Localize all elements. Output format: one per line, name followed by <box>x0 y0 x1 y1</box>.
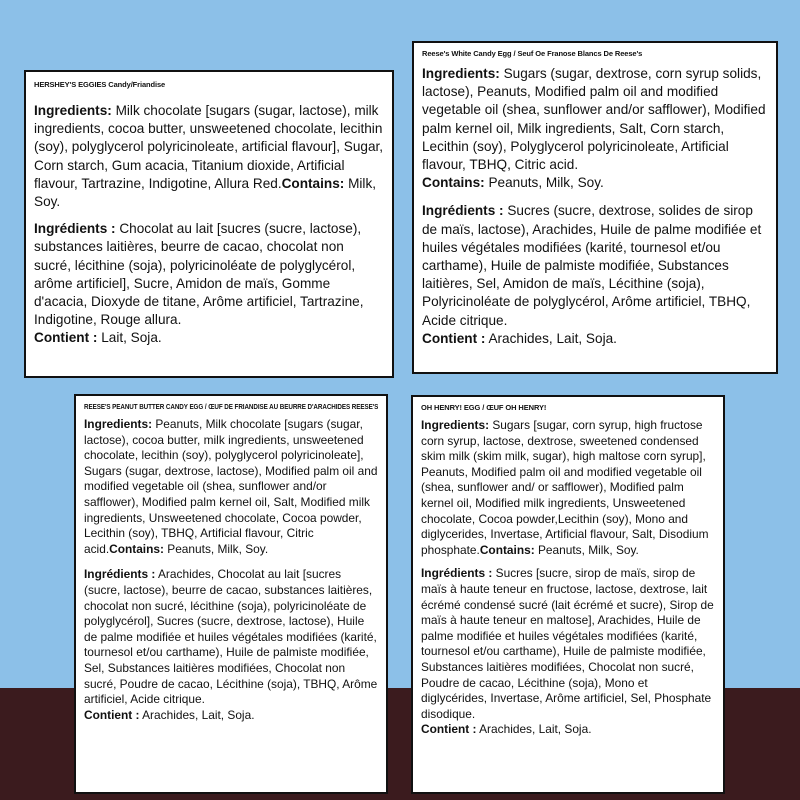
contains-text: Peanuts, Milk, Soy. <box>484 175 604 191</box>
contient-heading: Contient : <box>34 330 98 346</box>
contains-heading: Contains: <box>109 541 164 556</box>
english-ingredients <box>84 417 378 557</box>
ingredients-heading: Ingredients: <box>34 103 112 118</box>
ingredients-heading-fr: Ingrédients : <box>34 221 116 237</box>
ingredient-label-reeses-peanut-butter-egg <box>74 394 388 794</box>
ingredient-label-oh-henry-egg <box>411 395 725 794</box>
french-ingredients <box>34 220 384 347</box>
ingredients-heading: Ingredients: <box>84 417 153 431</box>
ingredients-heading-fr: Ingrédients : <box>422 203 504 219</box>
contains-heading: Contains: <box>479 542 535 557</box>
french-ingredients <box>422 202 768 348</box>
contient-heading: Contient : <box>421 722 477 737</box>
ingredients-heading-fr: Ingrédients : <box>421 566 493 581</box>
ingredients-text-fr: Sucres (sucre, dextrose, solides de sirop de maïs, lactose), Arachides, Huile de palme modifiée et huiles végétales modifiées (karité, tournesol et/ou carthame), Huile de palmiste modifiée, Substances laitières, Sel, Amidon de maïs, Lécithine (soja), Polyricinoléate de polyglycérol, Arôme artificiel, TBHQ, Acide citrique. <box>422 203 762 328</box>
english-ingredients <box>421 418 715 558</box>
contient-text: Arachides, Lait, Soja. <box>476 722 592 737</box>
french-ingredients <box>84 567 378 723</box>
french-ingredients <box>421 566 715 738</box>
ingredients-text: Sugars [sugar, corn syrup, high fructose corn syrup, lactose, dextrose, sweetened condensed skim milk (skim milk, sugar), high maltose corn syrup], Peanuts, Modified palm oil and modified vegetable oil (shea, sunflower and/ or safflower), Modified palm kernel oil, Modified milk ingredients, Unsweetened chocolate, Cocoa powder,Lecithin (soy), Mono and diglycerides, Invertase, Artificial flavour, Salt, Disodium phosphate. <box>421 418 709 557</box>
label-title: OH HENRY! EGG / ŒUF OH HENRY! <box>421 403 547 412</box>
contient-text: Lait, Soja. <box>97 330 162 346</box>
contains-text: Milk, Soy. <box>34 175 377 210</box>
ingredients-text: Milk chocolate [sugars (sugar, lactose), milk ingredients, cocoa butter, unsweetened chocolate, lecithin (soy), polyglycerol polyricinoleate, artificial flavour], Sugar, Corn starch, Gum acacia, Titanium dioxide, Artificial flavour, Tartrazine, Indigotine, Allura Red. <box>34 103 384 191</box>
ingredient-label-eggies <box>24 70 394 378</box>
english-ingredients <box>34 102 384 211</box>
contains-text: Peanuts, Milk, Soy. <box>534 542 639 557</box>
contient-text: Arachides, Lait, Soja. <box>139 707 255 722</box>
label-title: Reese's White Candy Egg / Seuf Oe Franose Blancs De Reese's <box>422 49 643 58</box>
ingredients-heading: Ingredients: <box>422 66 500 81</box>
ingredients-heading: Ingredients: <box>421 418 490 432</box>
label-title: REESE'S PEANUT BUTTER CANDY EGG / ŒUF DE FRIANDISE AU BEURRE D'ARACHIDES REESE'S <box>84 402 378 411</box>
ingredients-heading-fr: Ingrédients : <box>84 567 156 582</box>
ingredients-text: Sugars (sugar, dextrose, corn syrup solids, lactose), Peanuts, Modified palm oil and modified vegetable oil (shea, sunflower and/or safflower), Modified palm kernel oil, Milk ingredients, Salt, Corn starch, Lecithin (soy), Polyglycerol polyricinoleate, Artificial flavour, TBHQ, Citric acid. <box>422 66 766 173</box>
ingredient-label-reeses-white-egg <box>412 41 778 374</box>
contient-heading: Contient : <box>84 707 140 722</box>
ingredients-text: Peanuts, Milk chocolate [sugars (sugar, lactose), cocoa butter, milk ingredients, unsweetened chocolate, lecithin (soy), polyglycerol polyricinoleate], Sugars (sugar, dextrose, lactose), Modified palm oil and modified vegetable oil (shea, sunflower and/or safflower), Modified palm kernel oil, Salt, Modified milk ingredients, Unsweetened chocolate, Cocoa powder, Lecithin (soy), TBHQ, Artificial flavour, Citric acid. <box>84 417 378 556</box>
ingredients-text-fr: Arachides, Chocolat au lait [sucres (sucre, lactose), beurre de cacao, substances laitières, chocolat non sucré, lécithine (soja), polyricinoléate de polyglycérol], Sucres (sucre, dextrose, lactose), Huile de palme modifiée et huiles végétales modifiées (karité, tournesol et/ou carthame), Huile de palmiste modifiée, Sel, Substances laitières modifiées, Chocolat non sucré, Poudre de cacao, Lécithine (soja), TBHQ, Arôme artificiel, Acide citrique. <box>84 567 378 707</box>
ingredients-text-fr: Sucres [sucre, sirop de maïs, sirop de maïs à haute teneur en fructose, lactose, dextrose, lait écrémé condensé sucré (lait écrémé et sucre), Sirop de maïs à haute teneur en maltose], Arachides, Huile de palme modifiée et huiles végétales modifiées (karité, tournesol et/ou carthame), Huile de palmiste modifiée, Substances laitières modifiées, Chocolat non sucré, Poudre de cacao, Lécithine (soja), Mono et diglycérides, Invertase, Arôme artificiel, Sel, Phosphate disodique. <box>421 566 714 721</box>
contient-heading: Contient : <box>422 330 486 346</box>
contains-heading: Contains: <box>422 175 485 191</box>
english-ingredients <box>422 65 768 192</box>
contains-text: Peanuts, Milk, Soy. <box>163 541 269 556</box>
label-title: HERSHEY'S EGGIES Candy/Friandise <box>34 80 166 89</box>
contient-text: Arachides, Lait, Soja. <box>485 330 617 346</box>
contains-heading: Contains: <box>281 175 345 191</box>
ingredients-text-fr: Chocolat au lait [sucres (sucre, lactose), substances laitières, beurre de cacao, chocolat non sucré, lécithine (soja), polyricinoléate de polyglycérol, arôme artificiel], Sucre, Amidon de maïs, Gomme d'acacia, Dioxyde de titane, Arôme artificiel, Tartrazine, Indigotine, Rouge allura. <box>34 221 364 328</box>
